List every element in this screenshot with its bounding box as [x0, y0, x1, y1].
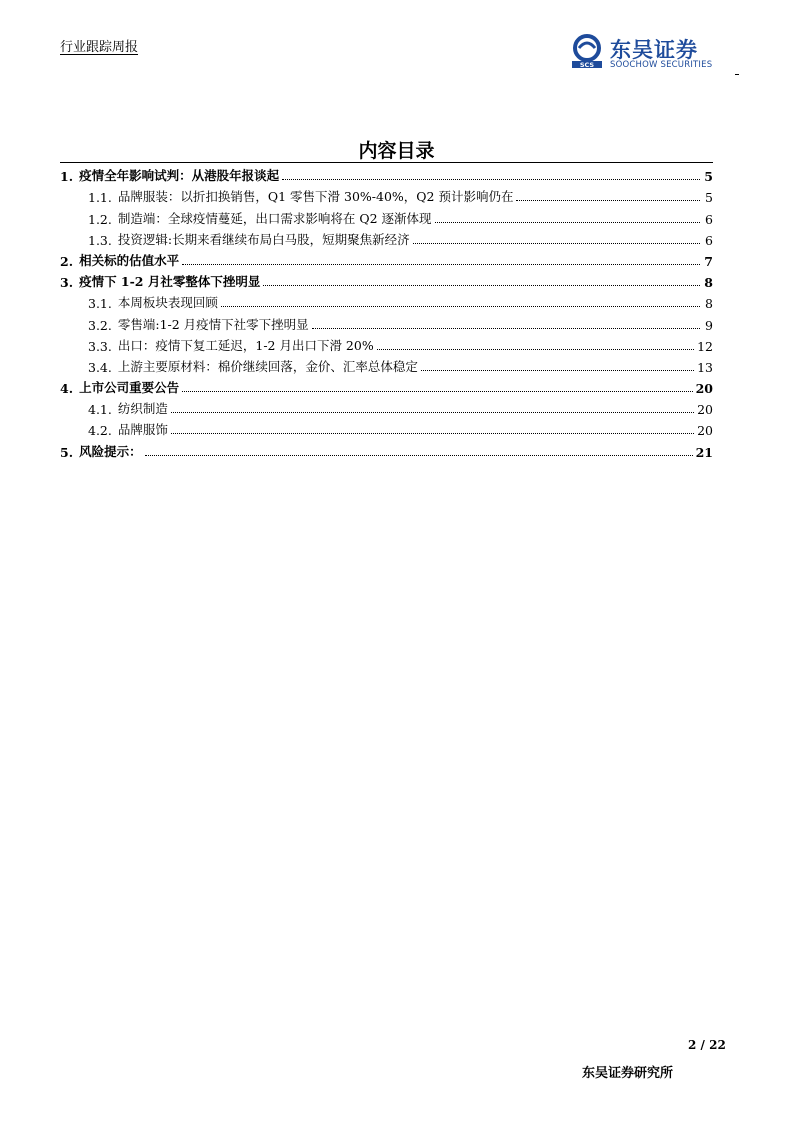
toc-entry-page: 6 [705, 211, 713, 227]
toc-leader-dots [516, 199, 700, 201]
toc-entry-number: 3. [60, 275, 74, 291]
toc-entry-2[interactable] [60, 248, 713, 269]
toc-entry-4[interactable] [60, 375, 713, 396]
toc-entry-5[interactable] [60, 438, 713, 459]
header-divider-mark [735, 74, 739, 75]
toc-entry-number: 4.1. [88, 402, 112, 418]
toc-entry-number: 3.2. [88, 317, 112, 333]
toc-entry-number: 1. [60, 169, 74, 185]
toc-title: 内容目录 [358, 140, 435, 162]
scs-logo-icon [570, 34, 604, 68]
toc-entry-3-2[interactable] [60, 311, 713, 332]
toc-leader-dots [312, 327, 700, 329]
toc-leader-dots [221, 305, 700, 307]
toc-entry-number: 4.2. [88, 423, 112, 439]
toc-entry-title: 品牌服装：以折扣换销售，Q1 零售下滑 30%-40%，Q2 预计影响仍在 [117, 189, 514, 205]
toc-entry-title: 零售端:1-2 月疫情下社零下挫明显 [117, 316, 309, 332]
toc-leader-dots [421, 369, 694, 371]
toc-entry-number: 1.3. [88, 232, 112, 248]
toc-entry-3-3[interactable] [60, 333, 713, 354]
toc-entry-number: 1.2. [88, 211, 112, 227]
toc-entry-title: 本周板块表现回顾 [117, 295, 218, 311]
toc-entry-page: 12 [697, 338, 713, 354]
toc-entry-1[interactable] [60, 163, 713, 184]
toc-leader-dots [435, 221, 700, 223]
report-type-label: 行业跟踪周报 [60, 40, 139, 55]
toc-entry-number: 3.4. [88, 359, 112, 375]
toc-entry-title: 上游主要原材料：棉价继续回落，金价、汇率总体稳定 [117, 358, 418, 374]
toc-entry-title: 投资逻辑:长期来看继续布局白马股，短期聚焦新经济 [117, 231, 410, 247]
toc-entry-page: 5 [705, 190, 713, 206]
toc-entry-page: 6 [705, 232, 713, 248]
toc-entry-3-1[interactable] [60, 290, 713, 311]
toc-entry-title: 相关标的估值水平 [79, 252, 180, 268]
toc-entry-page: 20 [695, 381, 713, 397]
toc-entry-number: 2. [60, 253, 74, 269]
toc-entry-title: 制造端：全球疫情蔓延，出口需求影响将在 Q2 逐渐体现 [117, 210, 432, 226]
toc-entry-title: 品牌服饰 [117, 422, 168, 438]
toc-leader-dots [171, 432, 694, 434]
institute-name: 东吴证券研究所 [582, 1066, 674, 1081]
toc-entry-3-4[interactable] [60, 354, 713, 375]
toc-entry-page: 8 [705, 296, 713, 312]
toc-entry-title: 风险提示： [79, 443, 142, 459]
toc-entry-1-3[interactable] [60, 227, 713, 248]
toc-entry-number: 3.1. [88, 296, 112, 312]
toc-leader-dots [182, 390, 693, 392]
company-logo [570, 34, 740, 74]
toc-leader-dots [413, 242, 700, 244]
toc-entry-page: 20 [697, 402, 713, 418]
toc-entry-3[interactable] [60, 269, 713, 290]
toc-entry-1-1[interactable] [60, 184, 713, 205]
logo-name-cn: 东吴证券 [610, 38, 698, 62]
toc-leader-dots [145, 454, 693, 456]
toc-entry-1-2[interactable] [60, 205, 713, 226]
toc-entry-title: 疫情全年影响试判：从港股年报谈起 [79, 168, 280, 184]
logo-name-en: SOOCHOW SECURITIES [610, 60, 713, 70]
toc-leader-dots [263, 284, 700, 286]
toc-entry-title: 出口：疫情下复工延迟，1-2 月出口下滑 20% [117, 337, 374, 353]
toc-entry-number: 4. [60, 381, 74, 397]
page-number: 2 / 22 [688, 1038, 726, 1052]
toc-entry-page: 8 [704, 275, 713, 291]
toc-leader-dots [182, 263, 700, 265]
toc-entry-number: 1.1. [88, 190, 112, 206]
toc-entry-4-2[interactable] [60, 417, 713, 438]
table-of-contents [60, 162, 713, 460]
toc-entry-page: 21 [695, 444, 713, 460]
toc-entry-page: 20 [697, 423, 713, 439]
toc-entry-title: 疫情下 1-2 月社零整体下挫明显 [79, 274, 261, 290]
toc-entry-page: 7 [704, 253, 713, 269]
toc-leader-dots [171, 411, 694, 413]
toc-entry-title: 纺织制造 [117, 401, 168, 417]
toc-entry-number: 5. [60, 444, 74, 460]
toc-entry-page: 13 [697, 359, 713, 375]
toc-entry-4-1[interactable] [60, 396, 713, 417]
toc-entry-number: 3.3. [88, 338, 112, 354]
toc-leader-dots [377, 348, 694, 350]
toc-entry-title: 上市公司重要公告 [79, 380, 180, 396]
svg-text:SCS: SCS [579, 61, 595, 68]
toc-entry-page: 5 [704, 169, 713, 185]
toc-leader-dots [282, 178, 700, 180]
toc-entry-page: 9 [705, 317, 713, 333]
